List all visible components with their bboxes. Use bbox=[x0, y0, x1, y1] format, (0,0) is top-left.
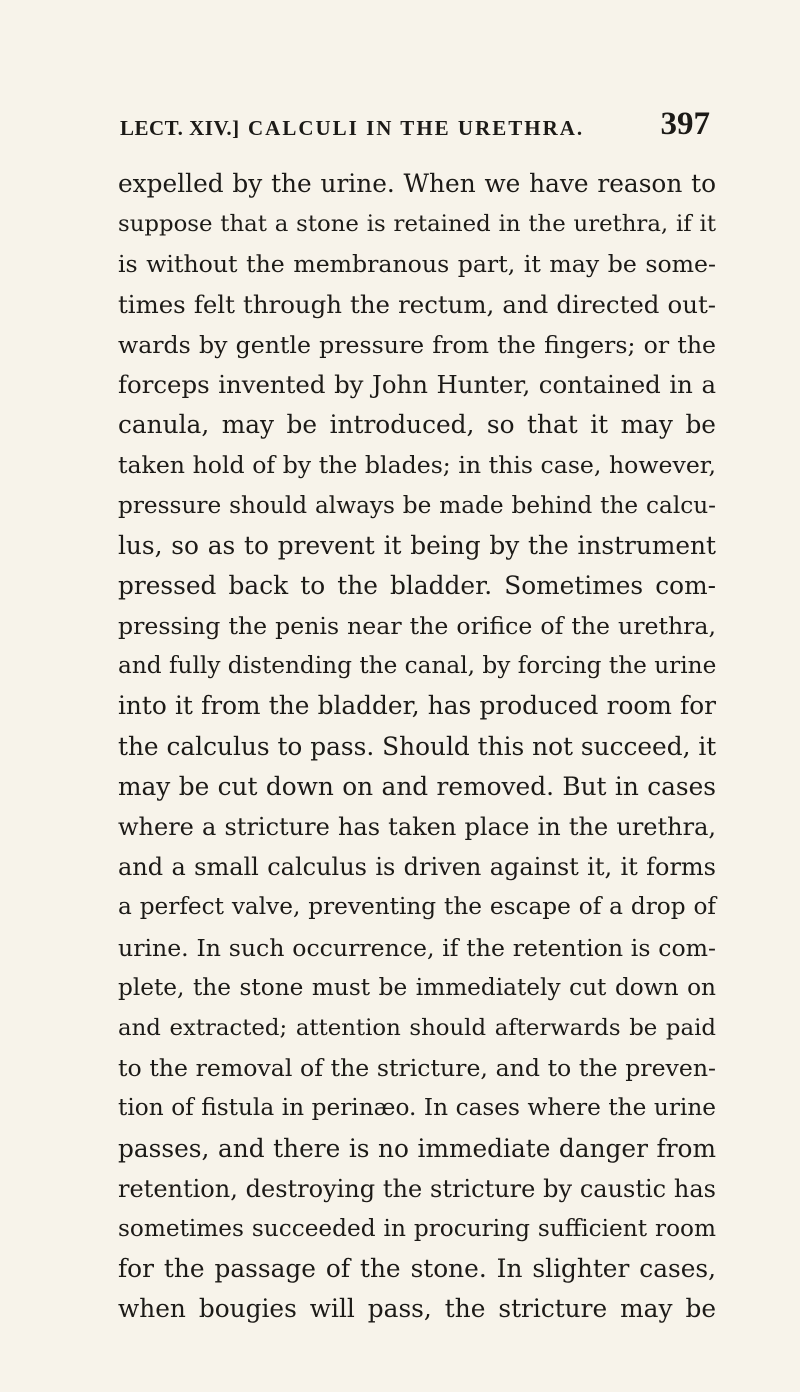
running-header bbox=[120, 106, 710, 148]
text-line: for the passage of the stone. In slighter cases, bbox=[118, 1254, 716, 1284]
text-line: pressing the penis near the orifice of the urethra, bbox=[118, 612, 716, 641]
text-line: to the removal of the stricture, and to the preven- bbox=[118, 1054, 716, 1083]
text-line: and extracted; attention should afterwards be paid bbox=[118, 1014, 716, 1041]
text-line: pressed back to the bladder. Sometimes com- bbox=[118, 570, 716, 600]
text-line: taken hold of by the blades; in this case, however, bbox=[118, 451, 716, 480]
text-line: passes, and there is no immediate danger from bbox=[118, 1133, 716, 1163]
text-line: expelled by the urine. When we have reason to bbox=[118, 169, 716, 198]
text-line: retention, destroying the stricture by caustic has bbox=[118, 1174, 716, 1203]
text-line: times felt through the rectum, and directed out- bbox=[118, 289, 716, 319]
text-line: suppose that a stone is retained in the urethra, if it bbox=[118, 211, 716, 238]
text-line: where a stricture has taken place in the urethra, bbox=[118, 813, 716, 841]
text-line: is without the membranous part, it may be some- bbox=[118, 250, 716, 279]
page-number: 397 bbox=[660, 106, 710, 142]
running-title: CALCULI IN THE URETHRA. bbox=[248, 116, 585, 140]
text-line: and fully distending the canal, by forcing the urine bbox=[118, 652, 717, 680]
text-line: and a small calculus is driven against it, it forms bbox=[118, 853, 716, 882]
text-line: wards by gentle pressure from the fingers; or the bbox=[118, 330, 716, 359]
text-line: canula, may be introduced, so that it may be bbox=[118, 410, 716, 440]
text-line: plete, the stone must be immediately cut down on bbox=[118, 973, 716, 1001]
text-line: lus, so as to prevent it being by the instrument bbox=[118, 530, 716, 560]
text-line: urine. In such occurrence, if the retention is com- bbox=[118, 933, 716, 962]
text-line: into it from the bladder, has produced room for bbox=[118, 691, 716, 721]
text-line: when bougies will pass, the stricture may be bbox=[118, 1294, 716, 1324]
text-line: tion of fistula in perinæo. In cases where the urine bbox=[118, 1094, 716, 1122]
text-line: sometimes succeeded in procuring sufficient room bbox=[118, 1214, 716, 1242]
text-line: forceps invented by John Hunter, contained in a bbox=[118, 369, 716, 399]
text-line: the calculus to pass. Should this not succeed, it bbox=[118, 731, 717, 761]
text-line: a perfect valve, preventing the escape of a drop of bbox=[118, 893, 716, 921]
text-line: pressure should always be made behind the calcu- bbox=[118, 491, 716, 519]
body-text bbox=[118, 164, 716, 1329]
text-line: may be cut down on and removed. But in cases bbox=[118, 771, 716, 801]
lecture-label: LECT. XIV.] bbox=[120, 116, 240, 140]
